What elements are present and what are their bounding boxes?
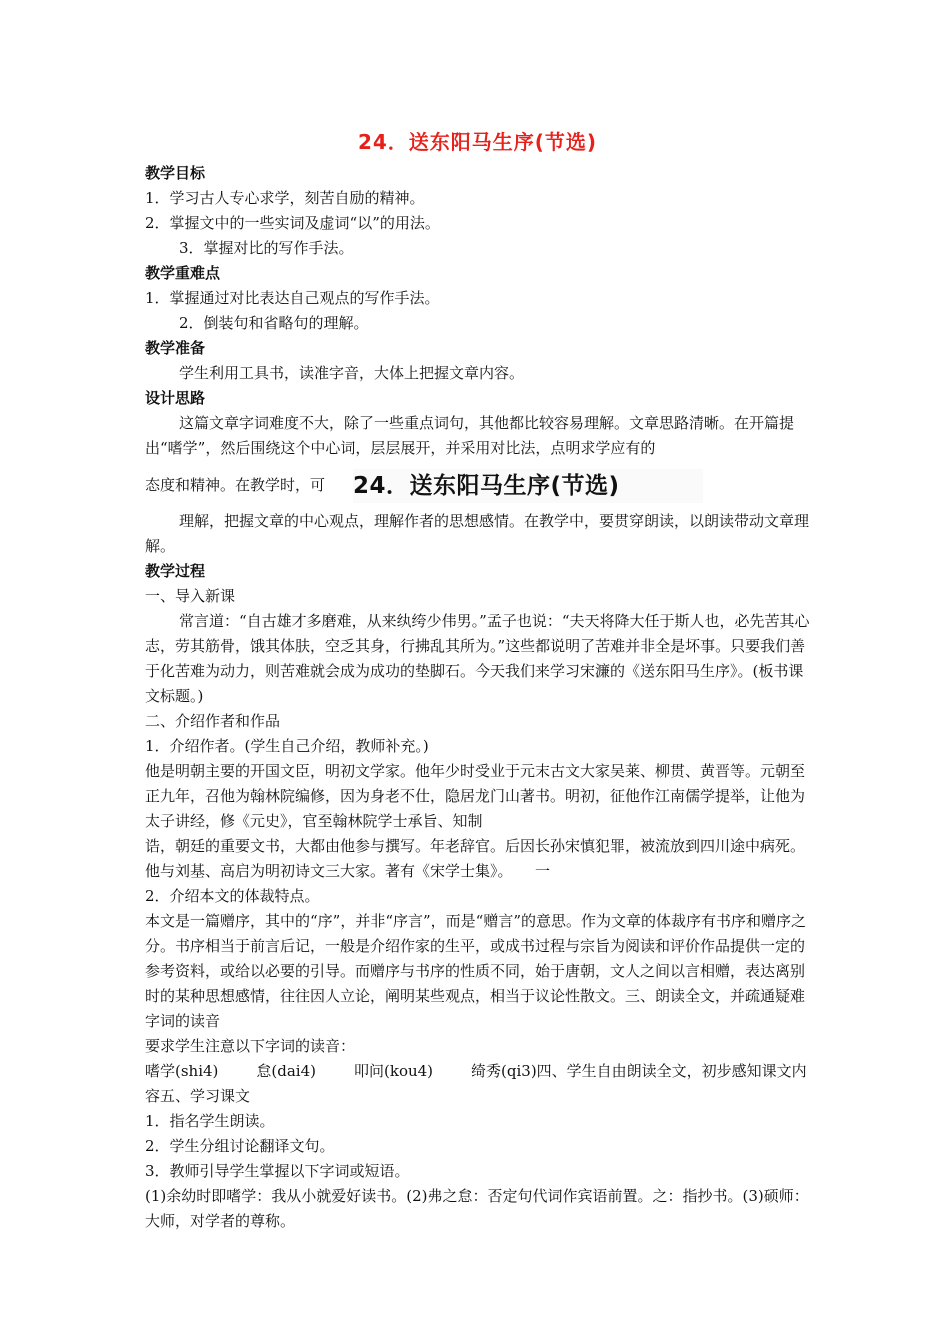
prep-heading: 教学准备 — [145, 339, 206, 357]
intro-paragraph: 常言道：“自古雄才多磨难，从来纨绔少伟男。”孟子也说：“夫天将降大任于斯人也，必先苦其心志，劳其筋骨，饿其体肤，空乏其身，行拂乱其所为。”这些都说明了苦难并非全是坏事。只要我们善于化苦难为动力，则苦难就会成为成功的垫脚石。今天我们来学习宋濂的《送东阳马生序》。(板书课文标题。) — [145, 612, 810, 705]
page-title: 24．送东阳马生序(节选) — [357, 130, 598, 154]
pronunciation-item: 怠(dai4) — [256, 1062, 316, 1080]
study-step-1: 1．指名学生朗读。 — [145, 1112, 275, 1130]
keys-heading: 教学重难点 — [145, 264, 221, 282]
author-paragraph-1: 他是明朝主要的开国文臣，明初文学家。他年少时受业于元末古文大家吴莱、柳贯、黄晋等。元朝至正九年，召他为翰林院编修，因为身老不仕，隐居龙门山著书。明初，征他作江南儒学提举，让他为太子讲经，修《元史》，官至翰林院学士承旨、知制 — [145, 762, 806, 830]
design-line-text: 态度和精神。在教学时，可 — [145, 476, 326, 494]
design-paragraph-1: 这篇文章字词难度不大，除了一些重点词句，其他都比较容易理解。文章思路清晰。在开篇提出“嗜学”，然后围绕这个中心词，层层展开，并采用对比法，点明求学应有的 — [145, 414, 795, 457]
study-step-3: 3．教师引导学生掌握以下字词或短语。 — [145, 1162, 410, 1180]
key-item-1: 1．掌握通过对比表达自己观点的写作手法。 — [145, 289, 440, 307]
process-heading: 教学过程 — [145, 562, 206, 580]
author-heading: 二、介绍作者和作品 — [145, 712, 281, 730]
pronunciation-list — [145, 1059, 810, 1109]
key-item-2: 2．倒装句和省略句的理解。 — [179, 314, 369, 332]
author-subheading: 1．介绍作者。(学生自己介绍，教师补充。) — [145, 737, 429, 755]
design-paragraph-2: 理解，把握文章的中心观点，理解作者的思想感情。在教学中，要贯穿朗读，以朗读带动文章理解。 — [145, 512, 810, 555]
pronunciation-item: 嗜学(shi4) — [145, 1062, 219, 1080]
notes-paragraph: (1)余幼时即嗜学：我从小就爱好读书。(2)弗之怠：否定句代词作宾语前置。之：指抄书。(3)硕师：大师，对学者的尊称。 — [145, 1187, 809, 1230]
genre-subheading: 2．介绍本文的体裁特点。 — [145, 887, 320, 905]
intro-heading: 一、导入新课 — [145, 587, 236, 605]
goal-item-2: 2．掌握文中的一些实词及虚词“以”的用法。 — [145, 214, 440, 232]
prep-text: 学生利用工具书，读准字音，大体上把握文章内容。 — [179, 364, 525, 382]
goal-item-1: 1．学习古人专心求学，刻苦自励的精神。 — [145, 189, 425, 207]
author-paragraph-2: 诰，朝廷的重要文书，大都由他参与撰写。年老辞官。后因长孙宋慎犯罪，被流放到四川途中病死。他与刘基、高启为明初诗文三大家。著有《宋学士集》。 一 — [145, 837, 806, 880]
pronunciation-item: 叩问(kou4) — [354, 1062, 434, 1080]
genre-paragraph: 本文是一篇赠序，其中的“序”，并非“序言”，而是“赠言”的意思。作为文章的体裁序有书序和赠序之分。书序相当于前言后记，一般是介绍作家的生平，或成书过程与宗旨为阅读和评价作品提供一定的参考资料，或给以必要的引导。而赠序与书序的性质不同，始于唐朝，文人之间以言相赠，表达离别时的某种思想感情，往往因人立论，阐明某些观点，相当于议论性散文。三、朗读全文，并疏通疑难字词的读音 — [145, 912, 807, 1030]
study-step-2: 2．学生分组讨论翻译文句。 — [145, 1137, 335, 1155]
pronunciation-intro: 要求学生注意以下字词的读音： — [145, 1037, 356, 1055]
design-overlay-line — [145, 461, 810, 509]
overlay-title-image: 24．送东阳马生序(节选) — [353, 469, 703, 503]
pronunciation-tail: 绮秀(qi3)四、学生自由朗读全文，初步感知课文内容五、学习课文 — [145, 1062, 807, 1105]
goals-heading: 教学目标 — [145, 164, 206, 182]
document-page — [145, 120, 810, 1234]
goal-item-3: 3．掌握对比的写作手法。 — [179, 239, 354, 257]
design-heading: 设计思路 — [145, 389, 206, 407]
